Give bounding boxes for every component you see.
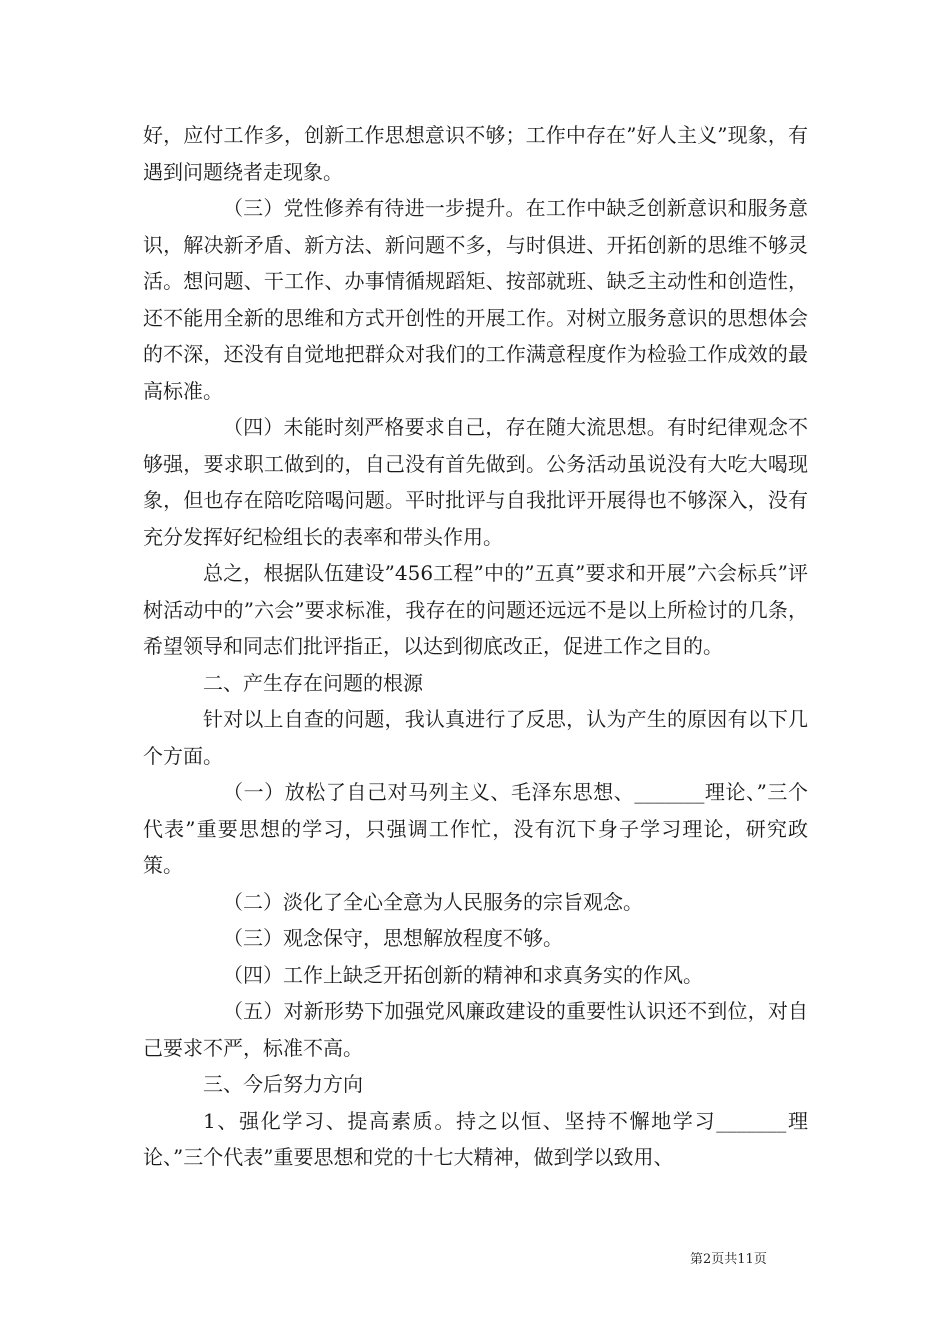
paragraph-continuation: 好，应付工作多，创新工作思想意识不够；工作中存在”好人主义”现象，有遇到问题绕者走现象。	[143, 123, 808, 184]
page-number: 第2页共11页	[690, 1252, 767, 1267]
paragraph-cause-two: （二）淡化了全心全意为人民服务的宗旨观念。	[223, 889, 643, 914]
paragraph-reflection: 针对以上自查的问题，我认真进行了反思，认为产生的原因有以下几个方面。	[143, 707, 808, 768]
paragraph-summary: 总之，根据队伍建设”456工程”中的”五真”要求和开展”六会标兵”评树活动中的”六会”要求标准，我存在的问题还远远不是以上所检讨的几条，希望领导和同志们批评指正，以达到彻底改正，促进工作之目的。	[143, 561, 808, 658]
heading-future-direction: 三、今后努力方向	[203, 1072, 363, 1096]
paragraph-cause-four: （四）工作上缺乏开拓创新的精神和求真务实的作风。	[223, 962, 703, 987]
document-body	[143, 117, 808, 1176]
heading-root-causes: 二、产生存在问题的根源	[203, 670, 423, 695]
paragraph-cause-five: （五）对新形势下加强党风廉政建设的重要性认识还不到位，对自己要求不严，标准不高。	[143, 999, 808, 1060]
paragraph-cause-one: （一）放松了自己对马列主义、毛泽东思想、_______理论、”三个代表”重要思想的学习，只强调工作忙，没有沉下身子学习理论，研究政策。	[143, 780, 808, 877]
paragraph-section-four: （四）未能时刻严格要求自己，存在随大流思想。有时纪律观念不够强，要求职工做到的，自己没有首先做到。公务活动虽说没有大吃大喝现象，但也存在陪吃陪喝问题。平时批评与自我批评开展得也不够深入，没有充分发挥好纪检组长的表率和带头作用。	[143, 415, 808, 549]
paragraph-direction-one: 1、强化学习、提高素质。持之以恒、坚持不懈地学习_______理论、”三个代表”重要思想和党的十七大精神，做到学以致用、	[143, 1108, 808, 1169]
paragraph-section-three: （三）党性修养有待进一步提升。在工作中缺乏创新意识和服务意识，解决新矛盾、新方法、新问题不多，与时俱进、开拓创新的思维不够灵活。想问题、干工作、办事情循规蹈矩、按部就班、缺乏主动性和创造性，还不能用全新的思维和方式开创性的开展工作。对树立服务意识的思想体会的不深，还没有自觉地把群众对我们的工作满意程度作为检验工作成效的最高标准。	[143, 196, 808, 403]
paragraph-cause-three: （三）观念保守，思想解放程度不够。	[223, 926, 563, 950]
